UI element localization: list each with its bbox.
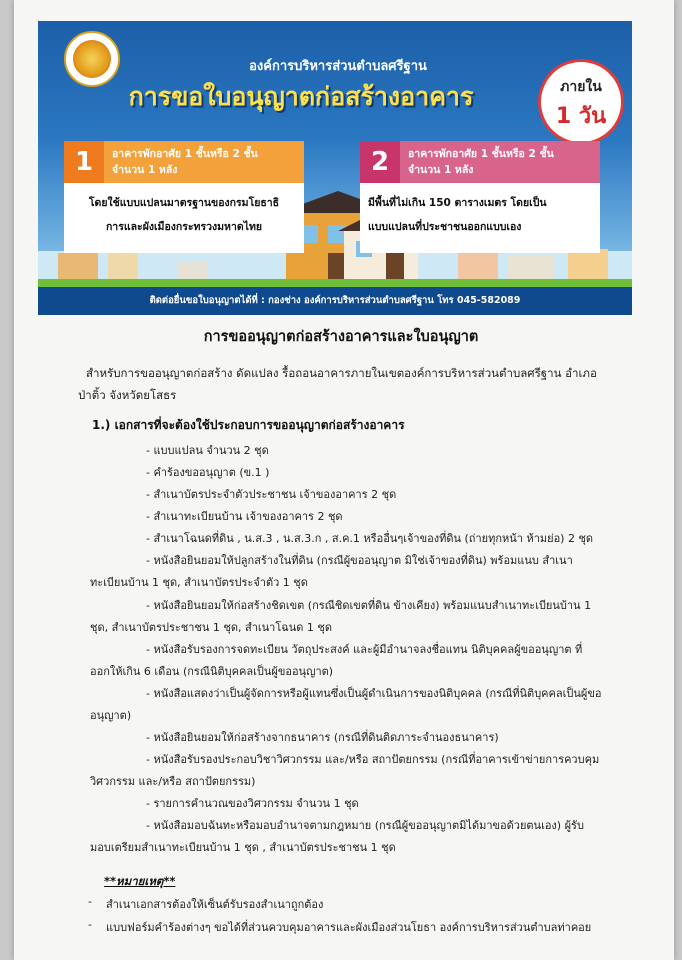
list-item: - สำเนาโฉนดที่ดิน , น.ส.3 , น.ส.3.ก , ส.ค.1 หรืออื่นๆเจ้าของที่ดิน (ถ่ายทุกหน้า ห้ามย่อ) 2 ชุด [146, 532, 594, 545]
poster-banner [38, 21, 632, 315]
option-card-1 [64, 141, 304, 271]
intro-paragraph [78, 362, 636, 406]
note-item: แบบฟอร์มคำร้องต่างๆ ขอได้ที่ส่วนควบคุมอาคารและผังเมืองส่วนโยธา องค์การบริหารส่วนตำบลท่าคอย [106, 921, 592, 934]
list-item: - รายการคำนวณของวิศวกรรม จำนวน 1 ชุด [146, 797, 359, 810]
list-item: - หนังสือแสดงว่าเป็นผู้จัดการหรือผู้แทนซึ่งเป็นผู้ดำเนินการของนิติบุคคล (กรณีที่นิติบุคคลเป็นผู้ขอ [146, 687, 602, 700]
list-item: ชุด, สำเนาบัตรประชาชน 1 ชุด, สำเนาโฉนด 1 ชุด [90, 621, 333, 634]
list-item: - หนังสือรับรองประกอบวิชาวิศวกรรม และ/หรือ สถาปัตยกรรม (กรณีที่อาคารเข้าข่ายการควบคุม [146, 753, 600, 766]
badge-bottom-text: 1 วัน [555, 104, 607, 129]
card-1-heading-line1: อาคารพักอาศัย 1 ชั้นหรือ 2 ชั้น [112, 148, 258, 160]
list-item: - สำเนาบัตรประจำตัวประชาชน เจ้าของอาคาร 2 ชุด [146, 488, 397, 501]
list-item: - หนังสือยินยอมให้ก่อสร้างจากธนาคาร (กรณีที่ดินติดภาระจำนองธนาคาร) [146, 731, 499, 744]
list-item: - หนังสือมอบฉันทะหรือมอบอำนาจตามกฎหมาย (กรณีผู้ขออนุญาตมิได้มาขอด้วยตนเอง) ผู้รับ [146, 819, 584, 832]
card-2-heading [400, 141, 600, 183]
card-1-heading [104, 141, 304, 183]
list-item: อนุญาต) [90, 709, 132, 722]
card-1-body-line2: การและผังเมืองกระทรวงมหาดไทย [105, 221, 263, 233]
list-item: - หนังสือยินยอมให้ก่อสร้างชิดเขต (กรณีชิดเขตที่ดิน ข้างเคียง) พร้อมแนบสำเนาทะเบียนบ้าน 1 [146, 599, 592, 612]
list-item: - หนังสือรับรองการจดทะเบียน วัตถุประสงค์ และผู้มีอำนาจลงชื่อแทน นิติบุคคลผู้ขออนุญาต ที่ [146, 643, 583, 656]
note-item: สำเนาเอกสารต้องให้เซ็นต์รับรองสำเนาถูกต้อง [106, 898, 324, 911]
list-item: วิศวกรรม และ/หรือ สถาปัตยกรรม) [90, 775, 256, 788]
list-item: มอบเตรียมสำเนาทะเบียนบ้าน 1 ชุด , สำเนาบัตรประชาชน 1 ชุด [90, 841, 396, 854]
note-dash: - [88, 895, 92, 908]
section-1-heading: 1.) เอกสารที่จะต้องใช้ประกอบการขออนุญาตก่อสร้างอาคาร [92, 418, 405, 432]
intro-line-1: สำหรับการขออนุญาตก่อสร้าง ดัดแปลง รื้อถอนอาคารภายในเขตองค์การบริหารส่วนตำบลศรีฐาน อำเภอ [86, 366, 597, 380]
card-2-number: 2 [360, 141, 400, 183]
document-title: การขออนุญาตก่อสร้างอาคารและใบอนุญาต [203, 329, 479, 345]
org-name: องค์การบริหารส่วนตำบลศรีฐาน [249, 59, 427, 74]
note-heading: **หมายเหตุ** [104, 874, 176, 888]
list-item: ออกให้เกิน 6 เดือน (กรณีนิติบุคคลเป็นผู้ขออนุญาต) [90, 665, 334, 678]
note-dash: - [88, 918, 92, 931]
card-2-heading-line1: อาคารพักอาศัย 1 ชั้นหรือ 2 ชั้น [408, 148, 554, 160]
card-2-heading-line2: จำนวน 1 หลัง [408, 164, 474, 176]
list-item: - หนังสือยินยอมให้ปลูกสร้างในที่ดิน (กรณีผู้ขออนุญาต มิใช่เจ้าของที่ดิน) พร้อมแนบ สำเนา [146, 554, 573, 567]
contact-bar: ติดต่อยื่นขอใบอนุญาตได้ที่ : กองช่าง องค์การบริหารส่วนตำบลศรีฐาน โทร 045-582089 [38, 287, 632, 315]
list-item: ทะเบียนบ้าน 1 ชุด, สำเนาบัตรประจำตัว 1 ชุด [90, 576, 308, 589]
intro-line-2: ป่าติ้ว จังหวัดยโสธร [78, 388, 177, 402]
list-item: - แบบแปลน จำนวน 2 ชุด [146, 444, 269, 457]
card-1-body [64, 183, 304, 253]
list-item: - สำเนาทะเบียนบ้าน เจ้าของอาคาร 2 ชุด [146, 510, 343, 523]
card-2-body-line2: แบบแปลนที่ประชาชนออกแบบเอง [368, 221, 522, 233]
card-2-body-line1: มีพื้นที่ไม่เกิน 150 ตารางเมตร โดยเป็น [368, 197, 547, 209]
card-1-heading-line2: จำนวน 1 หลัง [112, 164, 178, 176]
card-1-body-line1: โดยใช้แบบแปลนมาตรฐานของกรมโยธาธิ [88, 197, 280, 209]
badge-top-text: ภายใน [560, 79, 602, 95]
option-card-2 [360, 141, 600, 271]
list-item: - คำร้องขออนุญาต (ข.1 ) [146, 466, 270, 479]
card-1-number: 1 [64, 141, 104, 183]
banner-title: การขอใบอนุญาตก่อสร้างอาคาร [128, 82, 474, 111]
one-day-badge [538, 59, 624, 145]
card-2-body [360, 183, 600, 253]
